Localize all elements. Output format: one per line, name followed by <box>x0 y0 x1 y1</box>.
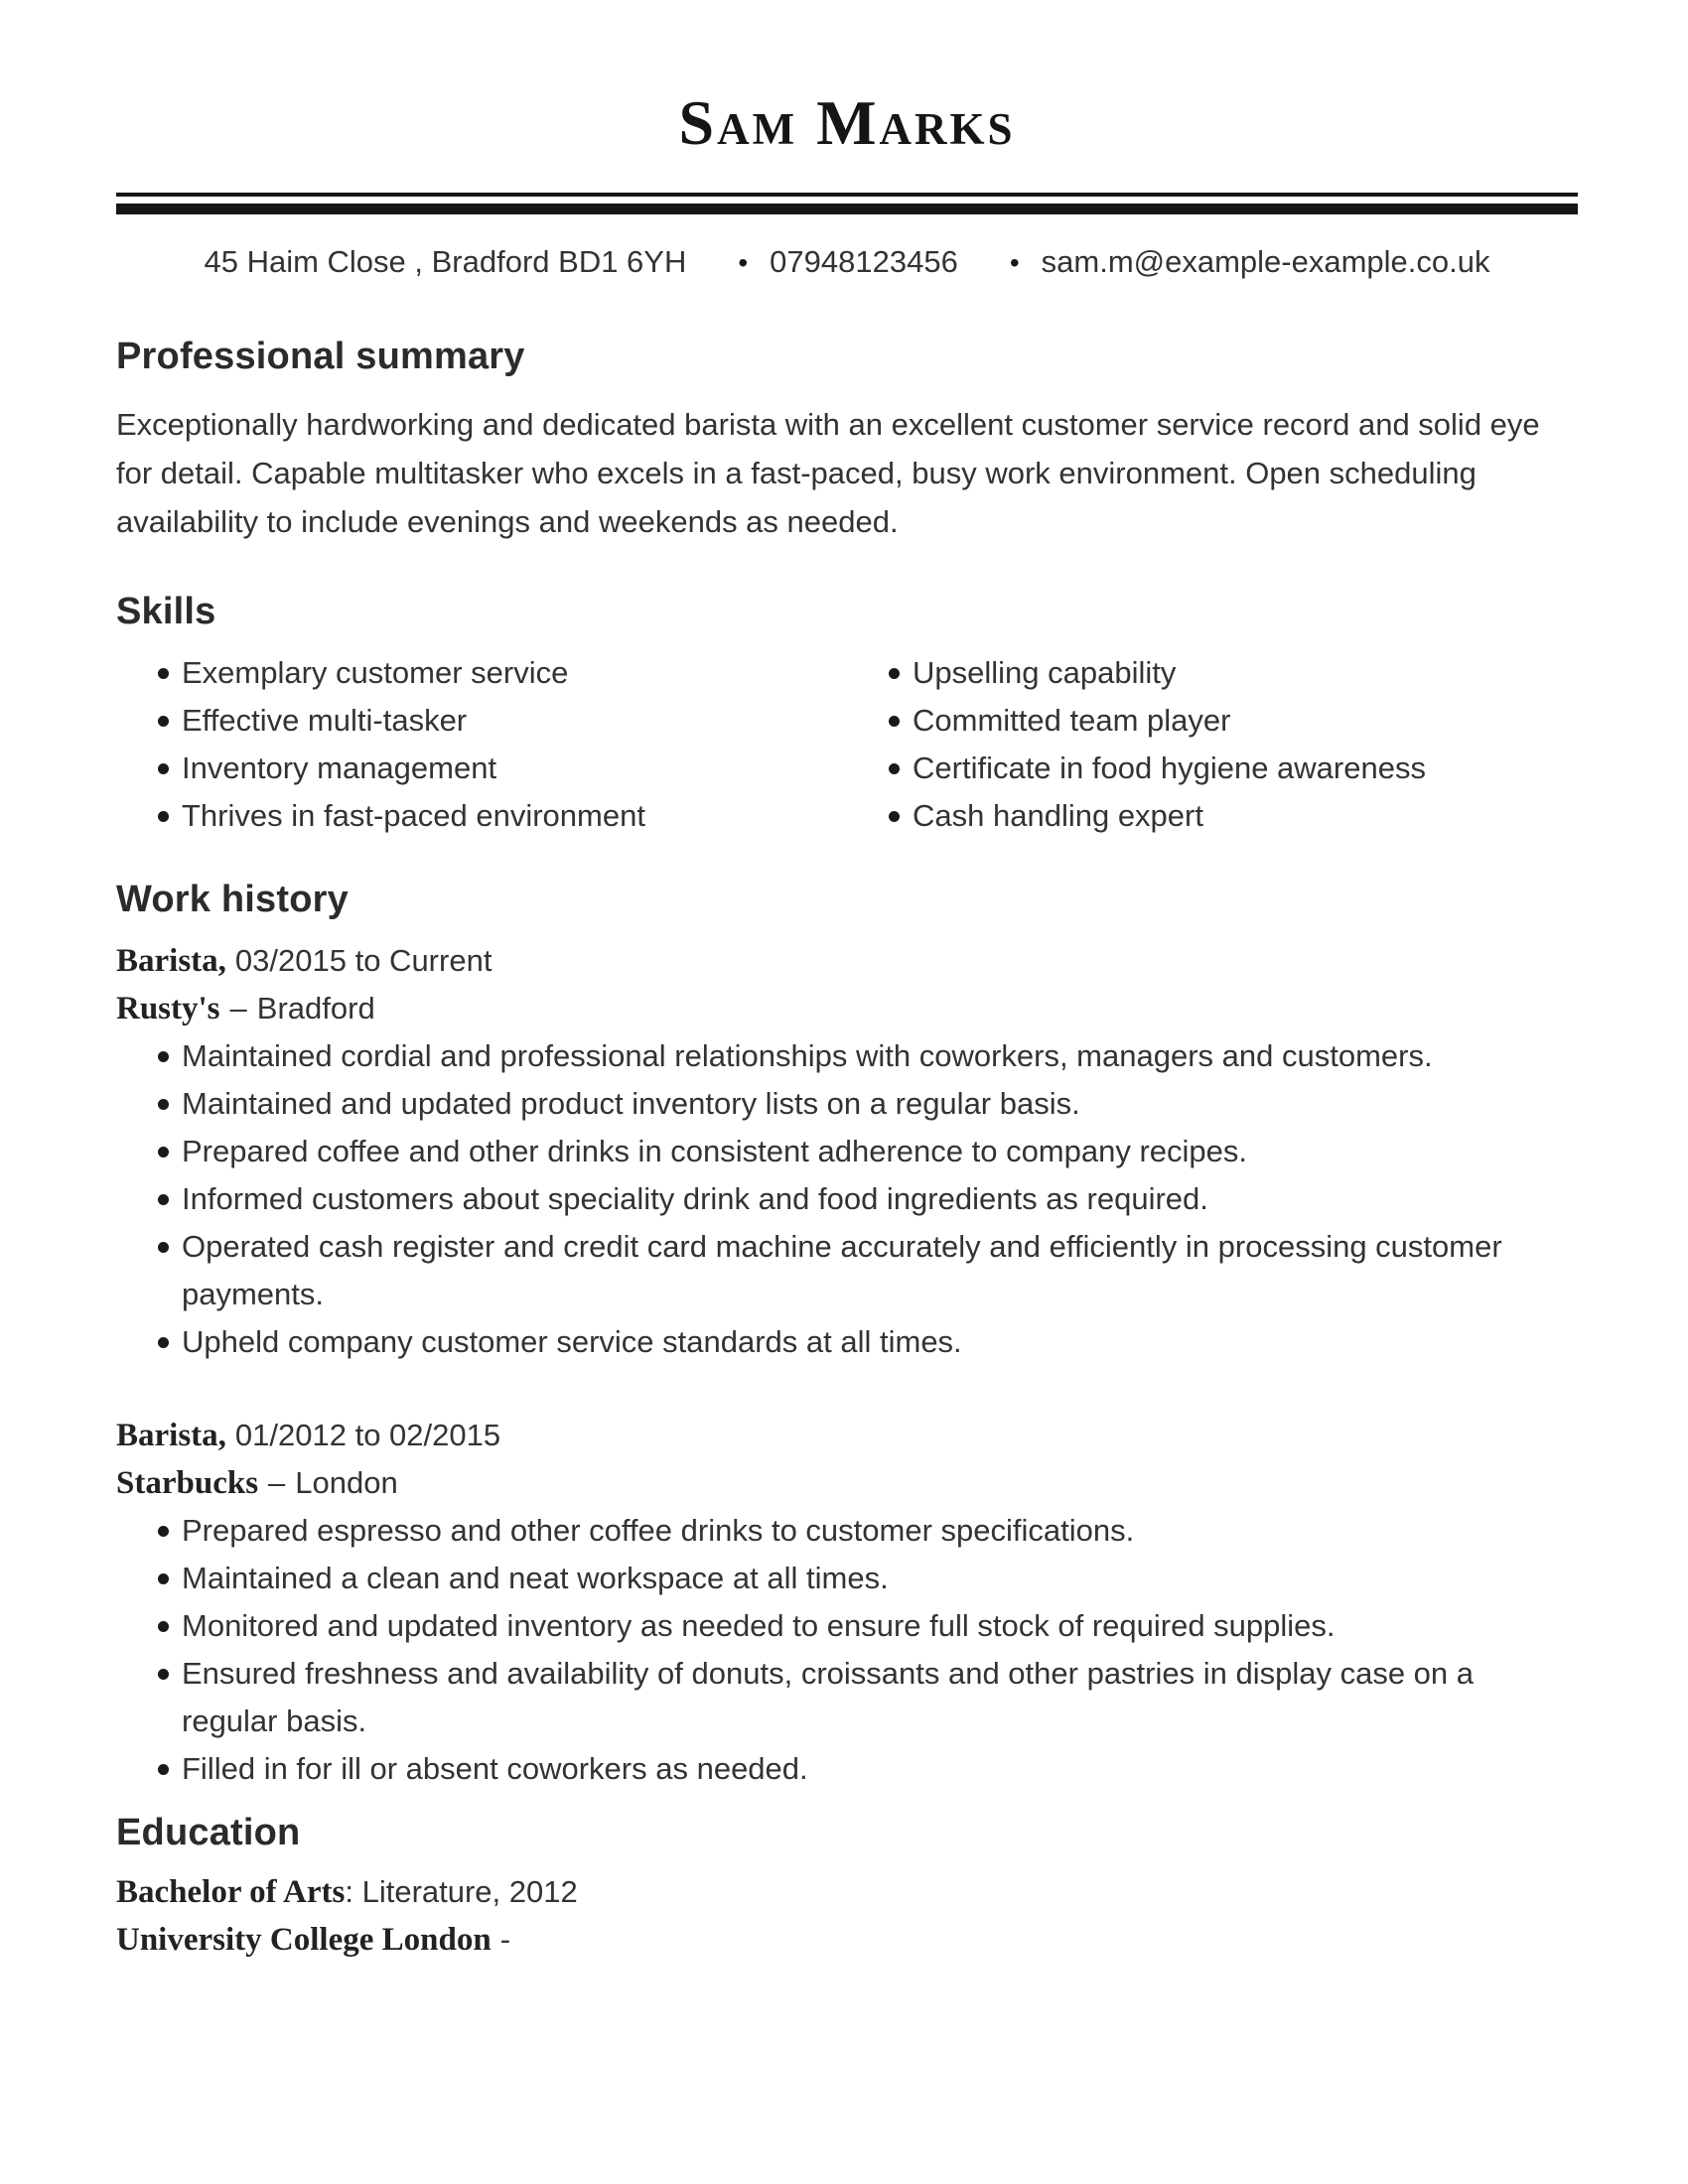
skills-columns <box>116 649 1578 840</box>
job-duty: Upheld company customer service standards at all times. <box>116 1318 1578 1366</box>
contact-separator-dot: • <box>738 247 749 278</box>
section-professional-summary <box>116 331 1578 546</box>
job-company: Rusty's <box>116 991 220 1026</box>
job-duty: Maintained cordial and professional relationships with coworkers, managers and customers. <box>116 1032 1578 1080</box>
section-work-history <box>116 874 1578 1793</box>
job-location: London <box>295 1465 398 1500</box>
job-duty: Operated cash register and credit card machine accurately and efficiently in processing customer payments. <box>116 1223 1578 1318</box>
skills-heading: Skills <box>116 591 216 632</box>
job-duty: Informed customers about speciality drink and food ingredients as required. <box>116 1175 1578 1223</box>
skill-item: Upselling capability <box>847 649 1578 697</box>
job-dates: 01/2012 to 02/2015 <box>234 1418 501 1452</box>
contact-separator-dot: • <box>1009 247 1020 278</box>
job-location: Bradford <box>256 991 375 1025</box>
job-company-line <box>116 985 1578 1032</box>
job-title-line <box>116 1412 1578 1459</box>
company-location-separator: – <box>229 991 247 1025</box>
skills-column-left <box>116 649 847 840</box>
company-location-separator: – <box>268 1465 286 1500</box>
skill-item: Thrives in fast-paced environment <box>116 792 847 840</box>
section-education <box>116 1807 1578 1964</box>
job-duty: Prepared coffee and other drinks in consistent adherence to company recipes. <box>116 1128 1578 1175</box>
education-school-suffix: - <box>499 1922 511 1957</box>
divider-thick-line <box>116 204 1578 214</box>
job-duty: Maintained and updated product inventory lists on a regular basis. <box>116 1080 1578 1128</box>
job-title: Barista, <box>116 943 226 979</box>
education-degree: Bachelor of Arts <box>116 1874 346 1910</box>
education-heading: Education <box>116 1812 301 1853</box>
education-degree-line <box>116 1868 1578 1916</box>
contact-email: sam.m@example-example.co.uk <box>1041 244 1490 279</box>
job-duties-list <box>116 1507 1578 1793</box>
candidate-name: Sam Marks <box>678 87 1016 158</box>
job-entry <box>116 937 1578 1366</box>
skill-item: Effective multi-tasker <box>116 697 847 745</box>
job-duty: Monitored and updated inventory as needed to ensure full stock of required supplies. <box>116 1602 1578 1650</box>
skill-item: Cash handling expert <box>847 792 1578 840</box>
job-company-line <box>116 1459 1578 1507</box>
job-duty: Prepared espresso and other coffee drinks to customer specifications. <box>116 1507 1578 1555</box>
header-divider <box>116 193 1578 214</box>
job-duties-list <box>116 1032 1578 1366</box>
education-school: University College London <box>116 1922 492 1958</box>
contact-address: 45 Haim Close , Bradford BD1 6YH <box>204 244 687 279</box>
contact-line <box>116 240 1578 285</box>
job-duty: Maintained a clean and neat workspace at all times. <box>116 1555 1578 1602</box>
summary-heading: Professional summary <box>116 336 525 377</box>
summary-text: Exceptionally hardworking and dedicated barista with an excellent customer service record and solid eye for detail. Capable multitasker who excels in a fast-paced, busy work environment. Open scheduling availability to include evenings and weekends as needed. <box>116 407 1540 539</box>
job-duty: Filled in for ill or absent coworkers as needed. <box>116 1745 1578 1793</box>
job-company: Starbucks <box>116 1465 259 1501</box>
contact-phone: 07948123456 <box>770 244 958 279</box>
job-duty: Ensured freshness and availability of donuts, croissants and other pastries in display case on a regular basis. <box>116 1650 1578 1745</box>
job-title-line <box>116 937 1578 985</box>
job-title: Barista, <box>116 1418 226 1453</box>
skill-item: Exemplary customer service <box>116 649 847 697</box>
education-degree-detail: : Literature, 2012 <box>345 1874 578 1909</box>
skill-item: Committed team player <box>847 697 1578 745</box>
job-entry <box>116 1412 1578 1793</box>
skill-item: Certificate in food hygiene awareness <box>847 745 1578 792</box>
skill-item: Inventory management <box>116 745 847 792</box>
education-school-line <box>116 1916 1578 1964</box>
job-dates: 03/2015 to Current <box>234 943 492 978</box>
divider-gap <box>116 197 1578 204</box>
work-history-heading: Work history <box>116 879 349 920</box>
skills-column-right <box>847 649 1578 840</box>
section-skills <box>116 586 1578 840</box>
